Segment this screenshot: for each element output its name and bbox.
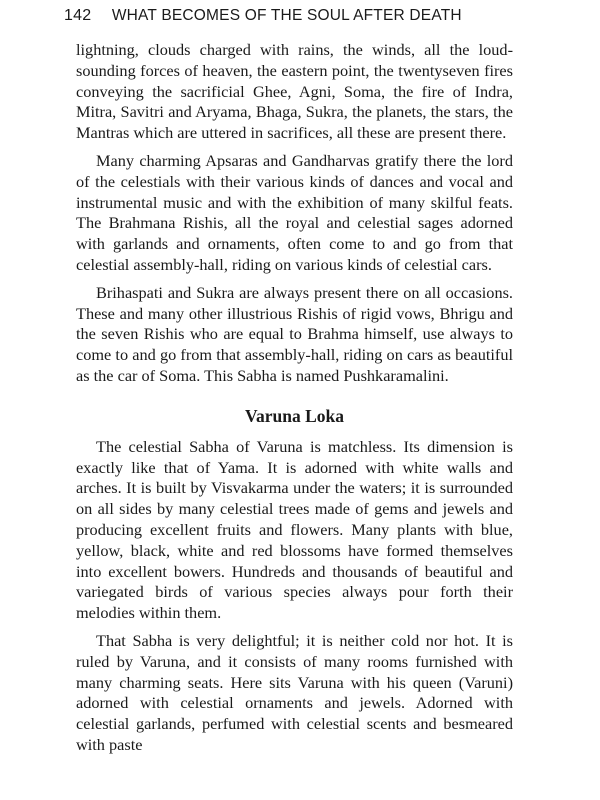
body-text xyxy=(76,40,513,763)
page-number: 142 xyxy=(64,7,92,24)
paragraph: lightning, clouds charged with rains, the winds, all the loud-sounding forces of heaven, the eastern point, the twentyseven fires conveying the sacrificial Ghee, Agni, Soma, the fire of Indra, Mitra, Savitri and Aryama, Bhaga, Sukra, the planets, the stars, the Mantras which are uttered in sacrifices, all these are present there. xyxy=(76,40,513,143)
section-heading: Varuna Loka xyxy=(244,405,345,426)
running-header xyxy=(64,7,570,33)
paragraph: That Sabha is very delightful; it is neither cold nor hot. It is ruled by Varuna, and it consists of many rooms furnished with many charming seats. Here sits Varuna with his queen (Varuni) adorned with celestial ornaments and jewels. Adorned with celestial garlands, perfumed with celestial scents and besmeared with paste xyxy=(76,630,513,754)
paragraph: Many charming Apsaras and Gandharvas gratify there the lord of the celestials with their various kinds of dances and vocal and instrumental music and with the exhibition of many skilful feats. The Brahmana Rishis, all the royal and celestial sages adorned with garlands and ornaments, often come to and go from that celestial assembly-hall, riding on various kinds of celestial cars. xyxy=(76,150,513,274)
book-title-header: WHAT BECOMES OF THE SOUL AFTER DEATH xyxy=(111,7,462,24)
paragraph: Brihaspati and Sukra are always present there on all occasions. These and many other illustrious Rishis of rigid vows, Bhrigu and the seven Rishis who are equal to Brahma himself, use always to come to and go from that assembly-hall, riding on cars as beautiful as the car of Soma. This Sabha is named Pushkaramalini. xyxy=(76,282,513,385)
paragraph: The celestial Sabha of Varuna is matchless. Its dimension is exactly like that of Yama. It is adorned with white walls and arches. It is built by Visvakarma under the waters; it is surrounded on all sides by many celestial trees made of gems and jewels and producing excellent fruits and flowers. Many plants with blue, yellow, black, white and red blossoms have formed themselves into excellent bowers. Hundreds and thousands of beautiful and variegated birds of various species always pour forth their melodies within them. xyxy=(76,436,513,623)
